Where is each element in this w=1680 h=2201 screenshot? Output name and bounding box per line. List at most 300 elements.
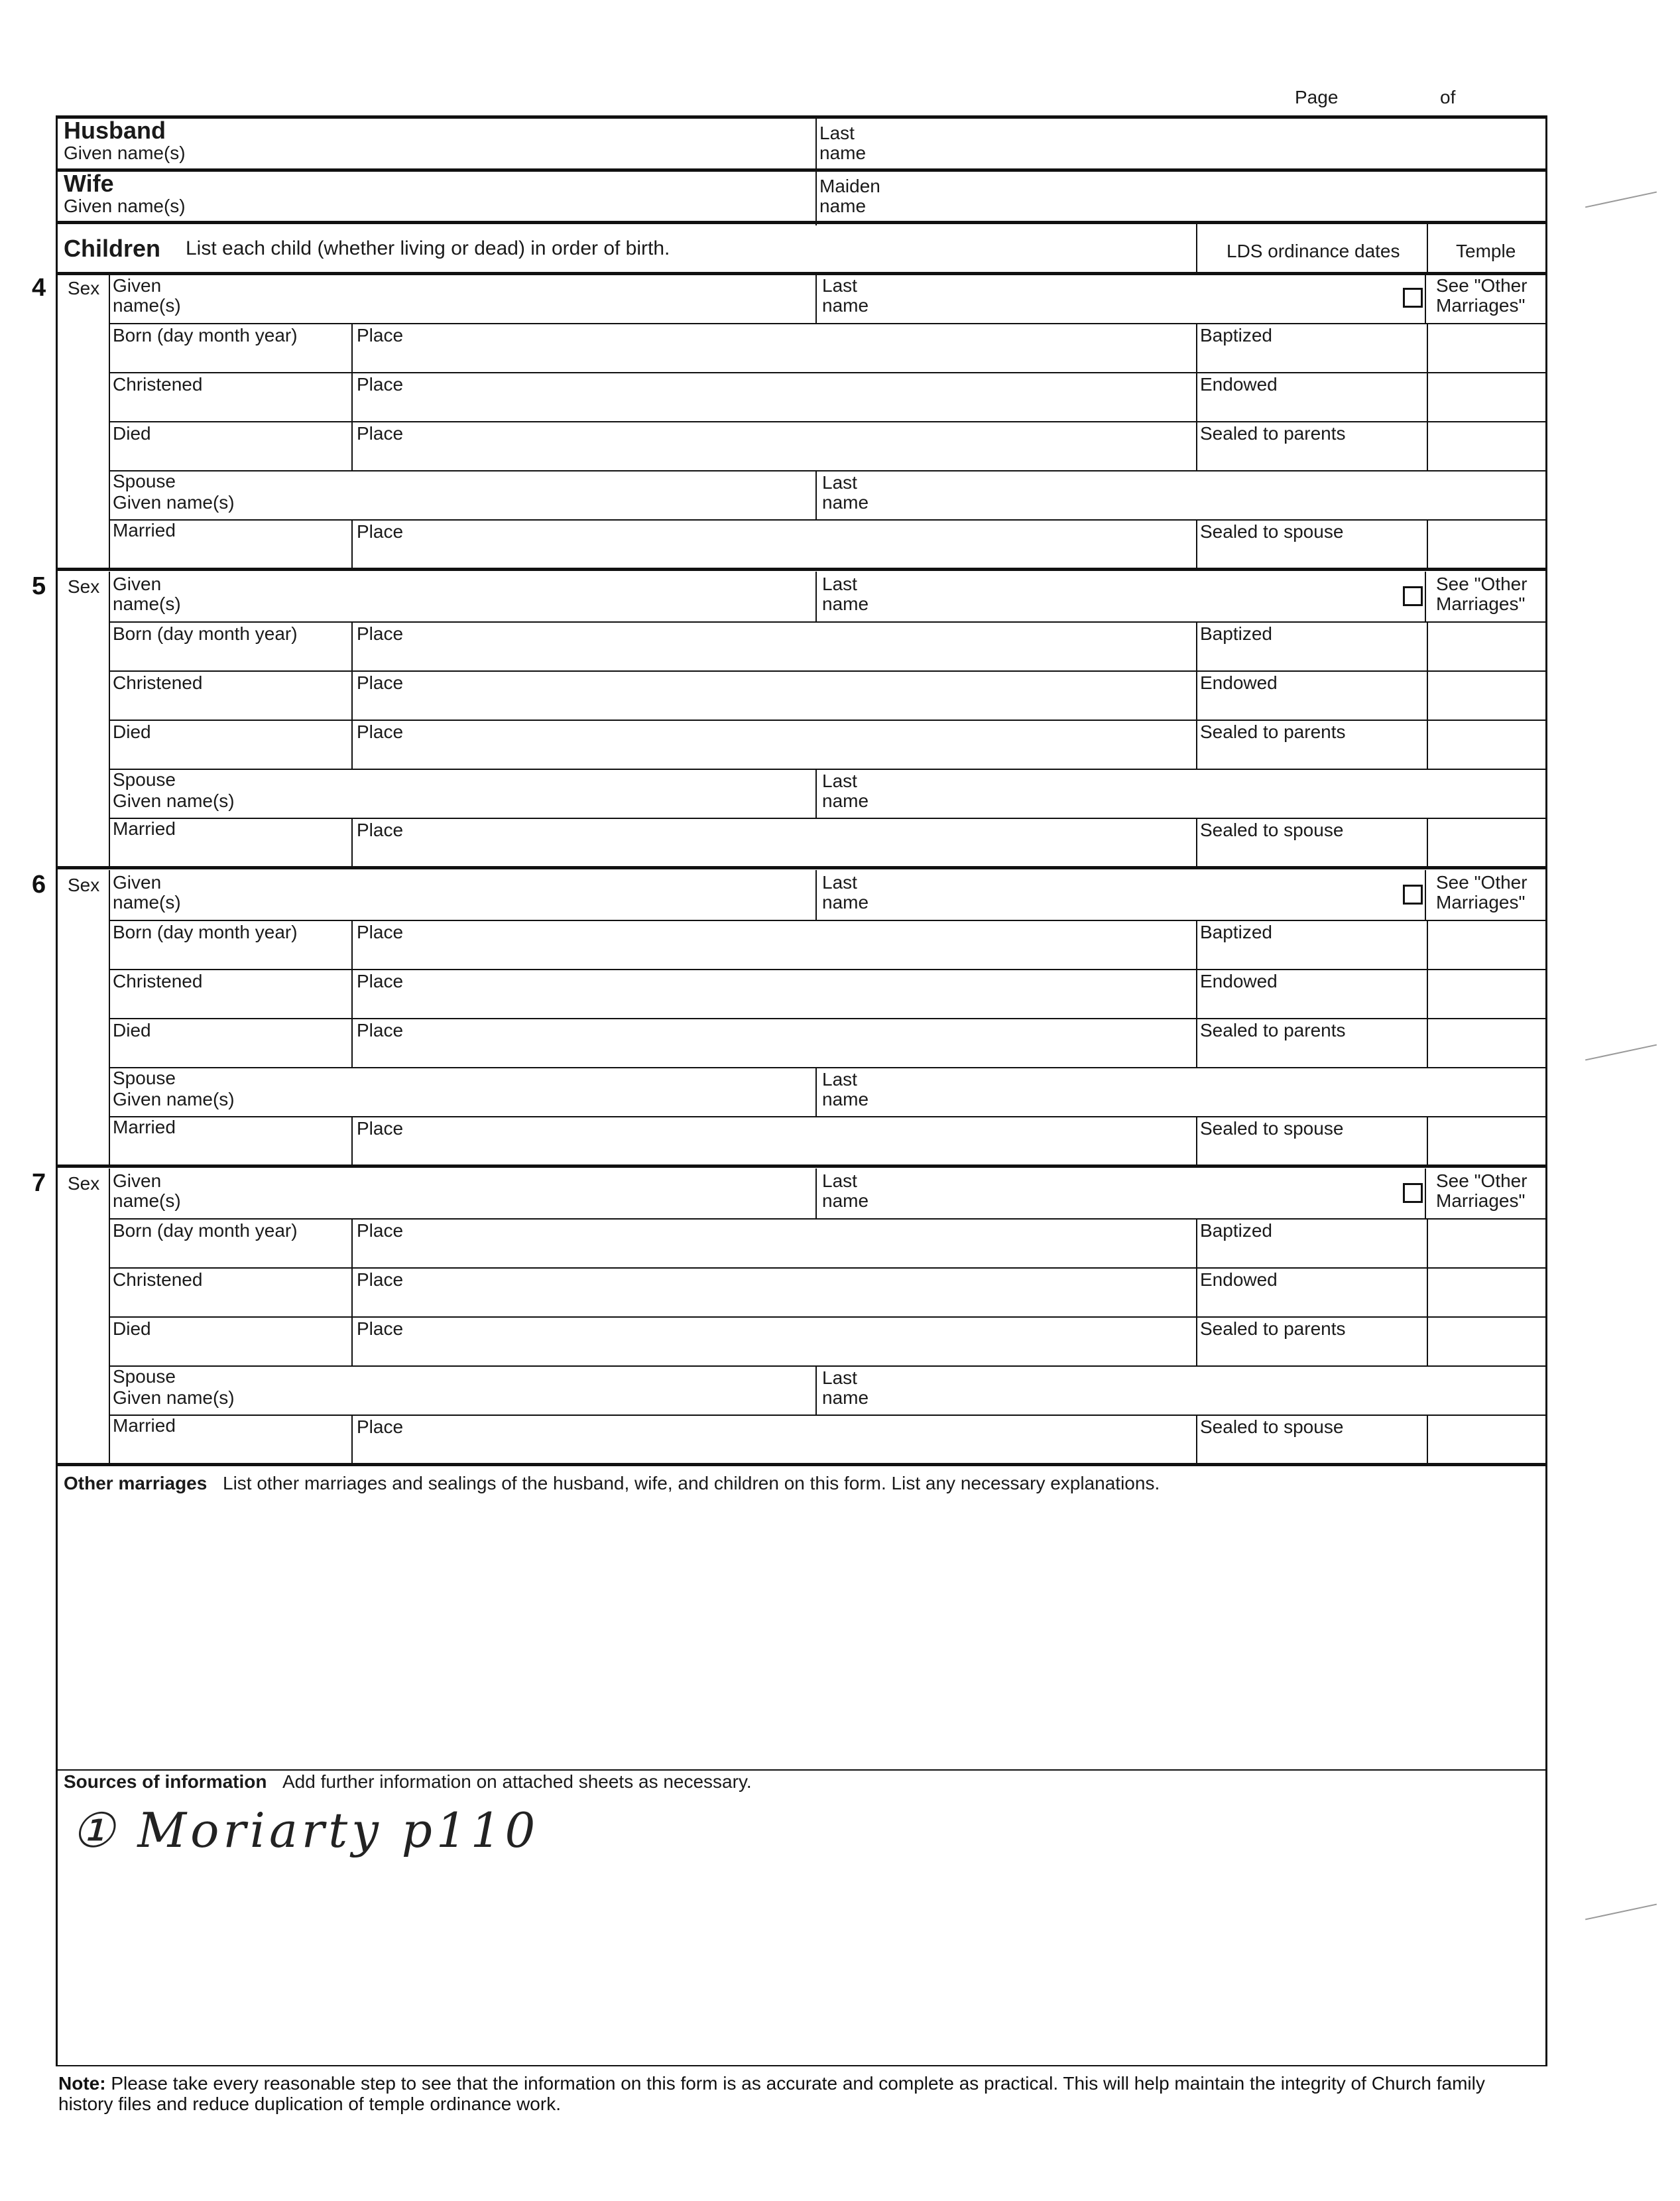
child-5-died-date-field[interactable] [113,743,346,766]
child-6-died-ordinance-divider [1196,1018,1197,1067]
form-right-border [1545,115,1547,2066]
child-6-born-label: Born (day month year) [113,922,298,942]
wife-given-label: Given name(s) [64,196,186,216]
child-5-born-place-label: Place [357,623,404,644]
child-4-spouse-bottom-line [109,519,1547,521]
child-7-born-place-divider [351,1218,353,1267]
child-4-spouse-label: Spouse [113,471,176,491]
child-4-sex-divider [109,273,110,323]
child-4-last-label-1: Last [822,275,857,296]
child-6-born-ordinance-divider [1196,920,1197,969]
child-4-last-field[interactable] [882,276,1386,320]
child-4-endowed-temple-field[interactable] [1431,376,1543,417]
child-5-christened-place-divider [351,670,353,720]
child-6-given-label-2: name(s) [113,892,181,912]
child-4-died-bottom-line [109,470,1547,472]
child-6-died-place-divider [351,1018,353,1067]
child-5-sealed-spouse-label: Sealed to spouse [1200,820,1344,840]
child-4-born-place-field[interactable] [357,347,1191,369]
child-number-4: 4 [32,274,46,302]
child-4-born-label: Born (day month year) [113,325,298,346]
child-5-died-place-divider [351,720,353,769]
child-7-sex-label: Sex [68,1173,100,1194]
child-5-sealed_parents-date-field[interactable] [1200,743,1423,766]
child-6-other-marriages-checkbox[interactable] [1403,885,1423,905]
child-4-baptized-date-field[interactable] [1200,347,1423,369]
child-4-endowed-date-field[interactable] [1200,396,1423,418]
child-5-spouse-label: Spouse [113,769,176,790]
child-6-sealed-spouse-date-field[interactable] [1200,1140,1423,1163]
child-4-born-temple-divider [1427,323,1428,372]
child-7-born-bottom-line [109,1267,1547,1269]
child-7-given-label-2: name(s) [113,1190,181,1211]
child-6-sealed-spouse-label: Sealed to spouse [1200,1118,1344,1139]
child-6-died-temple-divider [1427,1018,1428,1067]
child-6-married-place-label: Place [357,1118,404,1139]
child-7-married-place-divider [351,1415,353,1464]
child-7-given-label-1: Given [113,1170,162,1191]
child-5-row1-line [109,621,1547,623]
child-4-given-label-1: Given [113,275,162,296]
child-4-sealed_parents-label: Sealed to parents [1200,423,1346,444]
child-4-sex-label: Sex [68,278,100,298]
child-7-died-place-label: Place [357,1318,404,1339]
child-6-sealed_parents-temple-field[interactable] [1431,1022,1543,1063]
child-7-married-temple-divider [1427,1415,1428,1464]
child-6-block-bottom-line [56,1164,1547,1168]
child-6-see-other-label-2: Marriages" [1436,892,1526,912]
child-6-christened-ordinance-divider [1196,969,1197,1018]
child-6-sex-divider [109,870,110,920]
child-4-sealed-spouse-temple-field[interactable] [1431,523,1543,564]
sources-field[interactable] [60,1794,1542,2060]
child-4-married-label: Married [113,520,176,540]
child-7-spouse-bottom-line [109,1415,1547,1416]
child-6-sealed_parents-date-field[interactable] [1200,1042,1423,1064]
child-4-died-temple-divider [1427,421,1428,470]
child-5-married-place-field[interactable] [357,842,1191,864]
child-5-sex-field[interactable] [60,624,105,864]
child-7-christened-ordinance-divider [1196,1267,1197,1316]
child-7-spouse-last-label-1: Last [822,1367,857,1388]
husband-last-label-1: Last [819,123,855,143]
child-5-born-ordinance-divider [1196,621,1197,670]
child-5-christened-label: Christened [113,672,203,693]
sources-title: Sources of information [64,1771,267,1792]
child-5-endowed-label: Endowed [1200,672,1278,693]
child-4-died-place-field[interactable] [357,445,1191,468]
child-5-born-label: Born (day month year) [113,623,298,644]
child-4-spouse-divider [815,470,817,519]
child-5-died-place-label: Place [357,722,404,742]
child-7-died-date-field[interactable] [113,1340,346,1363]
child-5-married-temple-divider [1427,818,1428,867]
child-7-other-marriages-checkbox[interactable] [1403,1183,1423,1203]
child-5-christened-place-field[interactable] [357,694,1191,717]
note-title: Note: [58,2073,106,2094]
child-7-christened-temple-divider [1427,1267,1428,1316]
child-6-died-place-field[interactable] [357,1042,1191,1064]
child-5-married-ordinance-divider [1196,818,1197,867]
child-4-spouse-given-field[interactable] [268,473,809,517]
child-6-temple-divider-top [1425,870,1426,920]
child-6-born-temple-divider [1427,920,1428,969]
child-6-endowed-temple-field[interactable] [1431,973,1543,1014]
temple-header-divider [1427,223,1428,273]
child-4-see-other-label-2: Marriages" [1436,295,1526,316]
child-5-spouse-last-label-2: name [822,790,869,811]
child-5-baptized-date-field[interactable] [1200,645,1423,668]
temple-header: Temple [1456,241,1516,261]
child-5-spouse-given-label: Given name(s) [113,790,235,811]
wife-bottom-line [56,221,1547,224]
child-7-see-other-label-2: Marriages" [1436,1190,1526,1211]
child-4-born-bottom-line [109,372,1547,373]
child-4-christened-place-label: Place [357,374,404,395]
child-5-sealed_parents-temple-field[interactable] [1431,723,1543,765]
child-7-sealed_parents-label: Sealed to parents [1200,1318,1346,1339]
child-7-christened-label: Christened [113,1269,203,1290]
wife-maiden-label-1: Maiden [819,176,880,196]
child-4-died-date-field[interactable] [113,445,346,468]
child-number-5: 5 [32,572,46,600]
child-4-spouse-last-label-2: name [822,492,869,513]
child-7-temple-divider-top [1425,1168,1426,1218]
child-6-spouse-last-label-1: Last [822,1069,857,1090]
child-5-married-date-field[interactable] [113,840,346,863]
child-6-spouse-label: Spouse [113,1068,176,1088]
child-7-baptized-date-field[interactable] [1200,1242,1423,1265]
child-6-born-date-field[interactable] [113,944,346,966]
page-label: Page [1295,87,1339,107]
child-5-christened-bottom-line [109,720,1547,721]
child-5-spouse-divider [815,769,817,818]
child-4-married-ordinance-divider [1196,519,1197,568]
child-6-baptized-temple-field[interactable] [1431,924,1543,965]
child-7-spouse-last-label-2: name [822,1387,869,1408]
child-4-spouse-last-label-1: Last [822,472,857,493]
child-4-sealed_parents-temple-field[interactable] [1431,425,1543,466]
child-5-sex-label: Sex [68,576,100,597]
child-5-died-ordinance-divider [1196,720,1197,769]
child-4-sealed-spouse-date-field[interactable] [1200,543,1423,566]
child-5-married-label: Married [113,818,176,839]
child-7-spouse-given-field[interactable] [268,1368,809,1412]
child-5-given-label-2: name(s) [113,594,181,614]
child-6-christened-label: Christened [113,971,203,991]
child-5-spouse-bottom-line [109,818,1547,819]
child-7-sex-divider [109,1168,110,1218]
child-5-born-place-field[interactable] [357,645,1191,668]
child-4-given-last-divider [815,273,817,323]
child-6-spouse-bottom-line [109,1116,1547,1117]
child-5-endowed-temple-field[interactable] [1431,674,1543,716]
child-5-see-other-label-1: See "Other [1436,574,1528,594]
children-instructions: List each child (whether living or dead) in order of birth. [186,237,670,259]
child-4-married-temple-divider [1427,519,1428,568]
child-4-born-place-label: Place [357,325,404,346]
child-6-row1-line [109,920,1547,921]
child-6-married-label: Married [113,1117,176,1137]
child-7-born-place-field[interactable] [357,1242,1191,1265]
child-6-baptized-date-field[interactable] [1200,944,1423,966]
child-4-temple-divider-top [1425,273,1426,323]
child-5-spouse-last-field[interactable] [882,771,1541,815]
child-6-married-place-field[interactable] [357,1140,1191,1163]
child-number-6: 6 [32,871,46,899]
child-6-given-field[interactable] [195,873,809,916]
husband-last-label-2: name [819,143,867,163]
page-edge-mark-bottom [1585,1904,1657,1920]
child-6-sex-field[interactable] [60,922,105,1163]
child-7-sealed-spouse-date-field[interactable] [1200,1438,1423,1461]
child-5-block-bottom-line [56,866,1547,869]
child-7-married-place-label: Place [357,1416,404,1437]
child-7-sealed_parents-date-field[interactable] [1200,1340,1423,1363]
child-4-endowed-label: Endowed [1200,374,1278,395]
child-5-see-other-label-2: Marriages" [1436,594,1526,614]
child-7-spouse-last-field[interactable] [882,1368,1541,1412]
child-4-christened-label: Christened [113,374,203,395]
child-4-left-column-divider [109,323,110,568]
child-7-baptized-label: Baptized [1200,1220,1272,1241]
child-5-born-bottom-line [109,670,1547,672]
child-7-spouse-given-label: Given name(s) [113,1387,235,1408]
child-5-born-temple-divider [1427,621,1428,670]
form-left-border [56,115,58,2066]
child-5-left-column-divider [109,621,110,867]
sources-instructions: Add further information on attached sheets as necessary. [282,1771,752,1792]
child-6-christened-place-label: Place [357,971,404,991]
husband-last-field[interactable] [888,119,1538,166]
child-7-died-ordinance-divider [1196,1316,1197,1365]
child-7-married-ordinance-divider [1196,1415,1197,1464]
form-bottom-border [56,2065,1547,2066]
child-5-died-bottom-line [109,769,1547,770]
child-4-born-place-divider [351,323,353,372]
child-4-married-date-field[interactable] [113,542,346,564]
child-7-left-column-divider [109,1218,110,1464]
child-6-last-label-1: Last [822,872,857,893]
child-7-christened-place-field[interactable] [357,1291,1191,1314]
child-6-given-last-divider [815,870,817,920]
child-7-sealed_parents-temple-field[interactable] [1431,1320,1543,1361]
child-7-died-place-divider [351,1316,353,1365]
child-5-married-place-label: Place [357,820,404,840]
child-6-born-place-label: Place [357,922,404,942]
child-7-sealed-spouse-label: Sealed to spouse [1200,1416,1344,1437]
child-6-see-other-label-1: See "Other [1436,872,1528,893]
lds-header-divider [1196,223,1197,273]
lds-ordinance-header: LDS ordinance dates [1227,241,1400,261]
child-5-baptized-label: Baptized [1200,623,1272,644]
child-7-died-bottom-line [109,1365,1547,1367]
child-7-sex-field[interactable] [60,1221,105,1461]
child-7-died-temple-divider [1427,1316,1428,1365]
child-6-endowed-label: Endowed [1200,971,1278,991]
of-label: of [1440,87,1456,107]
sources-handwritten-entry: ① Moriarty p110 [72,1802,540,1858]
child-5-born-place-divider [351,621,353,670]
child-5-married-place-divider [351,818,353,867]
child-7-born-ordinance-divider [1196,1218,1197,1267]
husband-given-field[interactable] [152,119,815,166]
child-7-endowed-date-field[interactable] [1200,1291,1423,1314]
child-7-christened-place-divider [351,1267,353,1316]
child-6-spouse-divider [815,1067,817,1116]
child-5-last-field[interactable] [882,574,1386,618]
child-4-see-other-label-1: See "Other [1436,275,1528,296]
child-7-born-place-label: Place [357,1220,404,1241]
husband-bottom-line [56,168,1547,172]
child-5-sealed-spouse-temple-field[interactable] [1431,822,1543,863]
children-title: Children [64,235,161,262]
child-4-spouse-given-label: Given name(s) [113,492,235,513]
child-4-spouse-last-field[interactable] [882,473,1541,517]
child-4-sex-field[interactable] [60,326,105,566]
child-4-married-place-divider [351,519,353,568]
child-6-left-column-divider [109,920,110,1165]
child-5-endowed-date-field[interactable] [1200,694,1423,717]
child-7-christened-date-field[interactable] [113,1291,346,1314]
child-5-temple-divider-top [1425,572,1426,621]
child-6-died-label: Died [113,1020,151,1040]
child-6-died-bottom-line [109,1067,1547,1068]
note-text: Please take every reasonable step to see that the information on this form is as accurate and complete as practical. This will help maintain the integrity of Church family history files and reduce duplication of temple ordinance work. [58,2073,1485,2114]
child-4-born-date-field[interactable] [113,347,346,369]
child-7-row1-line [109,1218,1547,1220]
sources-top-line [56,1769,1547,1771]
child-7-born-label: Born (day month year) [113,1220,298,1241]
child-6-spouse-last-field[interactable] [882,1070,1541,1113]
child-6-endowed-date-field[interactable] [1200,993,1423,1015]
child-4-sealed_parents-date-field[interactable] [1200,445,1423,468]
child-7-last-field[interactable] [882,1171,1386,1215]
child-4-sealed-spouse-label: Sealed to spouse [1200,521,1344,542]
child-7-given-field[interactable] [195,1171,809,1215]
child-6-christened-place-divider [351,969,353,1018]
child-4-christened-bottom-line [109,421,1547,422]
child-4-christened-place-field[interactable] [357,396,1191,418]
child-7-last-label-1: Last [822,1170,857,1191]
child-7-died-label: Died [113,1318,151,1339]
child-6-died-place-label: Place [357,1020,404,1040]
child-5-given-label-1: Given [113,574,162,594]
child-6-born-bottom-line [109,969,1547,970]
child-4-block-bottom-line [56,568,1547,571]
child-5-born-date-field[interactable] [113,645,346,668]
child-5-died-place-field[interactable] [357,743,1191,766]
child-4-row1-line [109,323,1547,324]
child-6-married-date-field[interactable] [113,1139,346,1161]
child-6-last-label-2: name [822,892,869,912]
child-4-given-label-2: name(s) [113,295,181,316]
child-4-died-ordinance-divider [1196,421,1197,470]
child-7-married-label: Married [113,1415,176,1436]
child-5-spouse-last-label-1: Last [822,771,857,791]
page-edge-mark-top [1585,192,1657,208]
child-6-spouse-given-field[interactable] [268,1070,809,1113]
child-5-sealed_parents-label: Sealed to parents [1200,722,1346,742]
child-7-married-place-field[interactable] [357,1438,1191,1461]
child-4-other-marriages-checkbox[interactable] [1403,288,1423,308]
child-4-married-place-field[interactable] [357,543,1191,566]
child-6-christened-date-field[interactable] [113,993,346,1015]
child-6-spouse-given-label: Given name(s) [113,1089,235,1109]
child-4-given-field[interactable] [195,276,809,320]
wife-maiden-label-2: name [819,196,867,216]
child-4-baptized-temple-field[interactable] [1431,327,1543,368]
child-6-sex-label: Sex [68,875,100,895]
child-6-married-temple-divider [1427,1116,1428,1165]
child-6-baptized-label: Baptized [1200,922,1272,942]
child-7-died-place-field[interactable] [357,1340,1191,1363]
child-6-born-place-divider [351,920,353,969]
child-5-last-label-2: name [822,594,869,614]
child-5-given-field[interactable] [195,574,809,618]
child-5-last-label-1: Last [822,574,857,594]
child-6-born-place-field[interactable] [357,944,1191,966]
child-4-christened-date-field[interactable] [113,396,346,418]
child-5-died-label: Died [113,722,151,742]
child-4-born-ordinance-divider [1196,323,1197,372]
child-7-block-bottom-line [56,1463,1547,1466]
child-7-see-other-label-1: See "Other [1436,1170,1528,1191]
child-6-died-date-field[interactable] [113,1042,346,1064]
husband-given-label: Given name(s) [64,143,186,163]
child-4-baptized-label: Baptized [1200,325,1272,346]
child-4-christened-place-divider [351,372,353,421]
child-7-sealed-spouse-temple-field[interactable] [1431,1418,1543,1460]
child-6-sealed-spouse-temple-field[interactable] [1431,1120,1543,1161]
child-5-other-marriages-checkbox[interactable] [1403,586,1423,606]
child-7-spouse-divider [815,1365,817,1415]
child-7-married-date-field[interactable] [113,1437,346,1460]
child-6-last-field[interactable] [882,873,1386,916]
other-marriages-instructions: List other marriages and sealings of the husband, wife, and children on this form. List any necessary explanations. [223,1473,1160,1493]
child-6-married-place-divider [351,1116,353,1165]
child-5-baptized-temple-field[interactable] [1431,625,1543,666]
child-5-christened-ordinance-divider [1196,670,1197,720]
note-block [58,2073,1517,2114]
child-5-sealed-spouse-date-field[interactable] [1200,842,1423,864]
child-5-died-temple-divider [1427,720,1428,769]
child-7-born-date-field[interactable] [113,1242,346,1265]
child-7-endowed-label: Endowed [1200,1269,1278,1290]
child-7-christened-place-label: Place [357,1269,404,1290]
child-6-spouse-last-label-2: name [822,1089,869,1109]
wife-maiden-field[interactable] [888,172,1538,219]
child-4-died-place-divider [351,421,353,470]
child-5-spouse-given-field[interactable] [268,771,809,815]
child-6-married-ordinance-divider [1196,1116,1197,1165]
child-4-christened-ordinance-divider [1196,372,1197,421]
child-4-died-place-label: Place [357,423,404,444]
child-6-christened-place-field[interactable] [357,993,1191,1015]
child-5-christened-place-label: Place [357,672,404,693]
children-header-bottom-line [56,272,1547,275]
other-marriages-title: Other marriages [64,1473,208,1493]
child-5-christened-date-field[interactable] [113,694,346,717]
child-4-married-place-label: Place [357,521,404,542]
wife-given-field[interactable] [152,172,815,219]
child-7-baptized-temple-field[interactable] [1431,1222,1543,1263]
child-number-7: 7 [32,1169,46,1197]
other-marriages-field[interactable] [60,1496,1542,1768]
child-7-christened-bottom-line [109,1316,1547,1318]
child-6-christened-bottom-line [109,1018,1547,1019]
child-7-endowed-temple-field[interactable] [1431,1271,1543,1312]
